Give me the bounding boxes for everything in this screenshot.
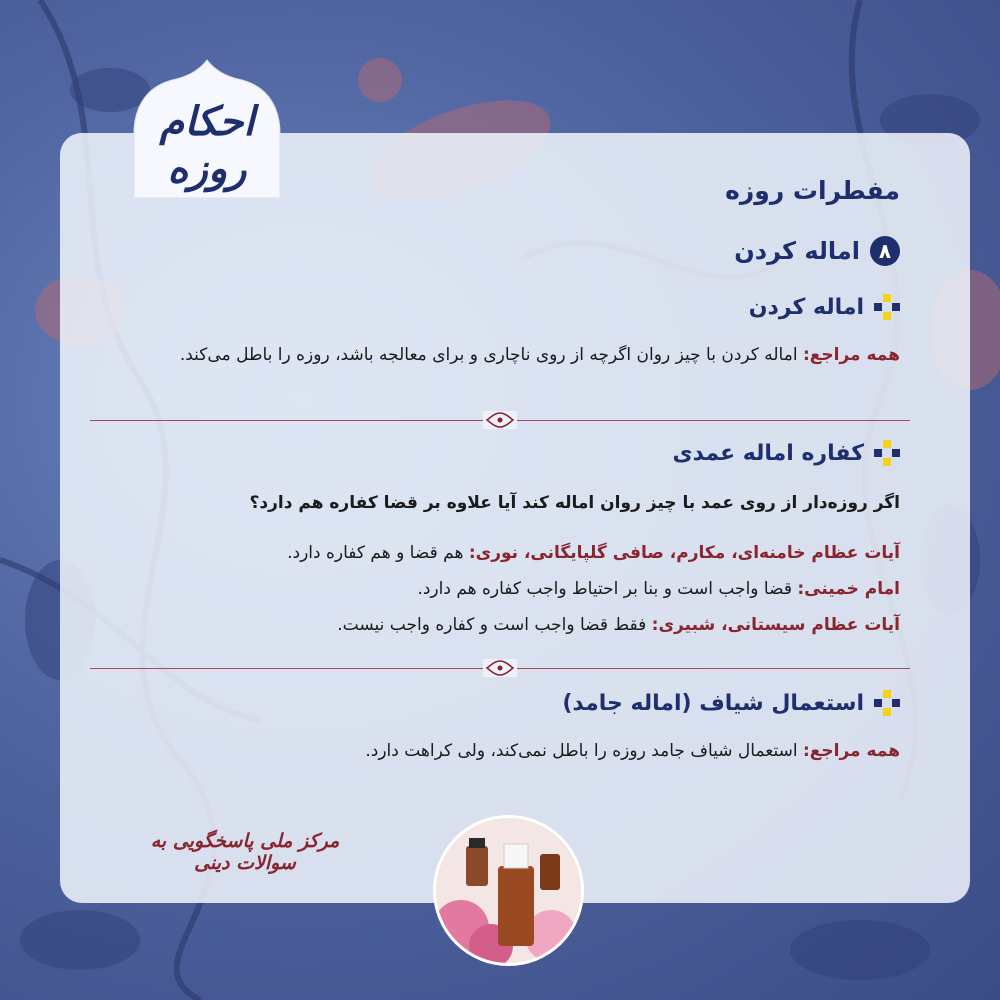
ruling-reference: همه مراجع: [802,345,900,365]
title-badge [132,58,282,198]
section-heading-enema [749,294,900,320]
ruling-text: قضا واجب است و بنا بر احتیاط واجب کفاره هم دارد. [417,579,792,599]
ruling-reference: آیات عظام سیستانی، شبیری: [651,615,900,635]
answer-row [120,574,900,604]
badge-title: احکام روزه [159,98,255,192]
item-title: اماله کردن [734,237,860,265]
ruling-reference: همه مراجع: [802,741,900,761]
ruling-text: فقط قضا واجب است و کفاره واجب نیست. [337,615,647,635]
page-title: مفطرات روزه [725,176,900,205]
section-heading-kaffara [672,440,900,466]
section-title: کفاره اماله عمدی [672,440,864,466]
divider-ornament-icon [483,659,517,677]
section-question: اگر روزه‌دار از روی عمد با چیز روان اماله کند آیا علاوه بر قضا کفاره هم دارد؟ [249,493,900,513]
answer-row [120,610,900,640]
signature-logo [130,820,360,880]
oil-bottles-photo [433,815,584,966]
ruling-text: اماله کردن با چیز روان اگرچه از روی ناچاری و برای معالجه باشد، روزه را باطل می‌کند. [179,345,798,365]
ruling-reference: امام خمینی: [797,579,900,599]
section-heading-suppository [562,690,900,716]
item-number-badge: ۸ [870,236,900,266]
ruling-text: هم قضا و هم کفاره دارد. [287,543,464,563]
diamond-bullet-icon [874,440,900,466]
ruling-text: استعمال شیاف جامد روزه را باطل نمی‌کند، ولی کراهت دارد. [365,741,798,761]
signature-text: مرکز ملی پاسخگویی به سوالات دینی [150,830,340,874]
diamond-bullet-icon [874,294,900,320]
answer-row [120,538,900,568]
ruling-reference: آیات عظام خامنه‌ای، مکارم، صافی گلپایگانی، نوری: [468,543,900,563]
section-title: اماله کردن [748,294,864,320]
section-body-suppository [120,736,900,766]
diamond-bullet-icon [874,690,900,716]
item-heading [734,236,900,266]
section-title: استعمال شیاف (اماله جامد) [562,690,864,716]
section-body-enema [120,340,900,370]
bottle-flower-image [436,818,581,963]
divider-ornament-icon [483,411,517,429]
